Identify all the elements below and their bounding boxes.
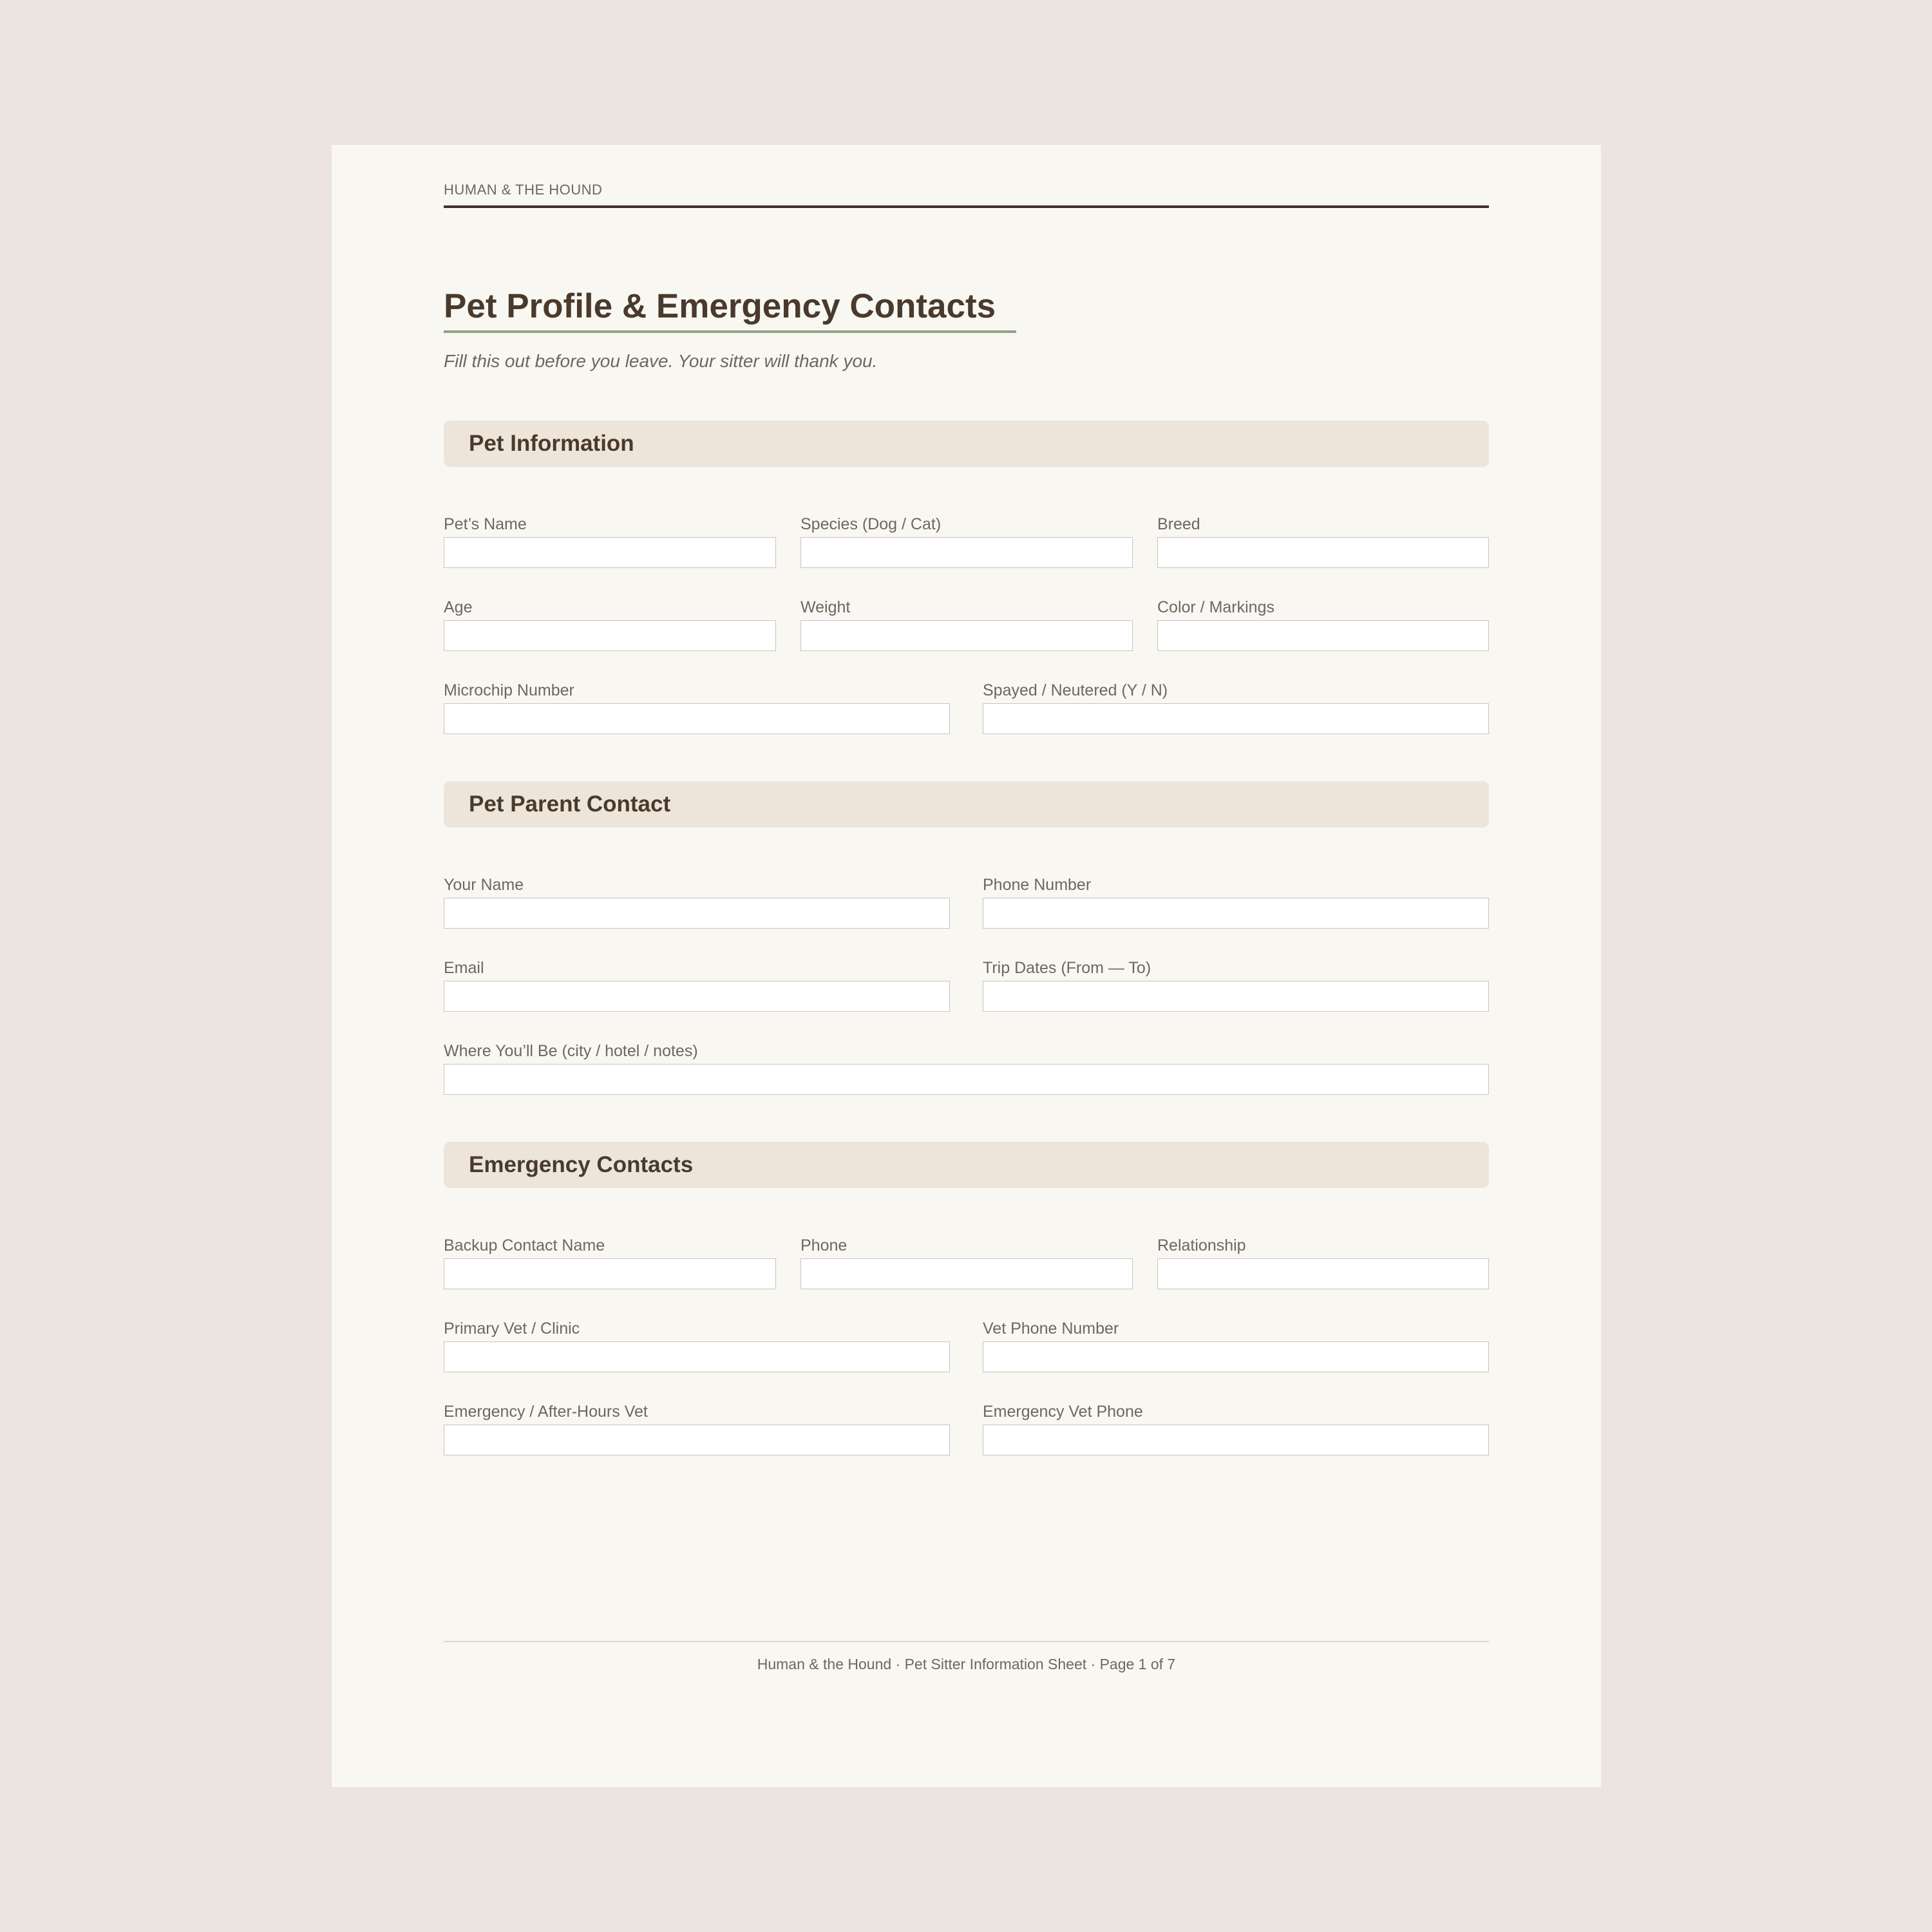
field-relationship <box>1157 1234 1489 1257</box>
vet-phone-input[interactable] <box>983 1341 1489 1372</box>
pets-name-input[interactable] <box>444 537 776 568</box>
field-backup-phone <box>800 1234 1133 1257</box>
emergency-vet-phone-input[interactable] <box>983 1425 1489 1455</box>
field-where-youll-be <box>444 1039 1489 1063</box>
page-footer: Human & the Hound · Pet Sitter Information Sheet · Page 1 of 7 <box>757 1656 1176 1672</box>
page-subtitle: Fill this out before you leave. Your sitter will thank you. <box>444 351 878 371</box>
section-heading-pet-parent-contact: Pet Parent Contact <box>444 781 1489 828</box>
footer-rule <box>444 1641 1489 1642</box>
field-your-name <box>444 873 950 896</box>
field-phone-number <box>983 873 1489 896</box>
field-breed <box>1157 513 1489 536</box>
color-markings-input[interactable] <box>1157 620 1489 651</box>
title-block <box>444 288 1016 333</box>
page-title: Pet Profile & Emergency Contacts <box>444 288 1016 333</box>
brand-header: HUMAN & THE HOUND <box>444 182 603 198</box>
field-spayed-neutered <box>983 679 1489 702</box>
document-page <box>332 145 1601 1787</box>
field-label: Trip Dates (From — To) <box>983 959 1151 977</box>
emergency-vet-input[interactable] <box>444 1425 950 1455</box>
field-label: Email <box>444 959 484 977</box>
field-backup-contact-name <box>444 1234 776 1257</box>
field-label: Breed <box>1157 515 1200 533</box>
your-name-input[interactable] <box>444 898 950 929</box>
relationship-input[interactable] <box>1157 1258 1489 1289</box>
section-heading-pet-information: Pet Information <box>444 421 1489 467</box>
age-input[interactable] <box>444 620 776 651</box>
email-input[interactable] <box>444 981 950 1012</box>
field-label: Emergency / After-Hours Vet <box>444 1403 648 1421</box>
section-heading-emergency-contacts: Emergency Contacts <box>444 1142 1489 1188</box>
primary-vet-input[interactable] <box>444 1341 950 1372</box>
field-label: Backup Contact Name <box>444 1236 605 1255</box>
header-rule <box>444 205 1489 208</box>
microchip-input[interactable] <box>444 703 950 734</box>
field-label: Relationship <box>1157 1236 1246 1255</box>
where-youll-be-input[interactable] <box>444 1064 1489 1095</box>
breed-input[interactable] <box>1157 537 1489 568</box>
field-label: Pet’s Name <box>444 515 527 533</box>
field-weight <box>800 596 1133 619</box>
field-label: Emergency Vet Phone <box>983 1403 1143 1421</box>
weight-input[interactable] <box>800 620 1133 651</box>
field-label: Phone Number <box>983 876 1092 894</box>
field-species <box>800 513 1133 536</box>
field-label: Spayed / Neutered (Y / N) <box>983 681 1168 699</box>
field-vet-phone <box>983 1317 1489 1340</box>
field-label: Species (Dog / Cat) <box>800 515 942 533</box>
field-label: Primary Vet / Clinic <box>444 1320 580 1338</box>
field-primary-vet <box>444 1317 950 1340</box>
species-input[interactable] <box>800 537 1133 568</box>
trip-dates-input[interactable] <box>983 981 1489 1012</box>
field-label: Your Name <box>444 876 524 894</box>
spayed-neutered-input[interactable] <box>983 703 1489 734</box>
field-color-markings <box>1157 596 1489 619</box>
backup-contact-name-input[interactable] <box>444 1258 776 1289</box>
field-trip-dates <box>983 956 1489 980</box>
field-label: Where You’ll Be (city / hotel / notes) <box>444 1042 698 1060</box>
field-label: Color / Markings <box>1157 598 1274 616</box>
field-age <box>444 596 776 619</box>
field-emergency-vet-phone <box>983 1400 1489 1423</box>
field-microchip <box>444 679 950 702</box>
field-pets-name <box>444 513 776 536</box>
field-emergency-vet <box>444 1400 950 1423</box>
backup-phone-input[interactable] <box>800 1258 1133 1289</box>
field-label: Microchip Number <box>444 681 574 699</box>
field-label: Phone <box>800 1236 848 1255</box>
page-content <box>444 145 1489 1787</box>
field-label: Weight <box>800 598 851 616</box>
field-label: Vet Phone Number <box>983 1320 1119 1338</box>
field-label: Age <box>444 598 473 616</box>
field-email <box>444 956 950 980</box>
phone-number-input[interactable] <box>983 898 1489 929</box>
